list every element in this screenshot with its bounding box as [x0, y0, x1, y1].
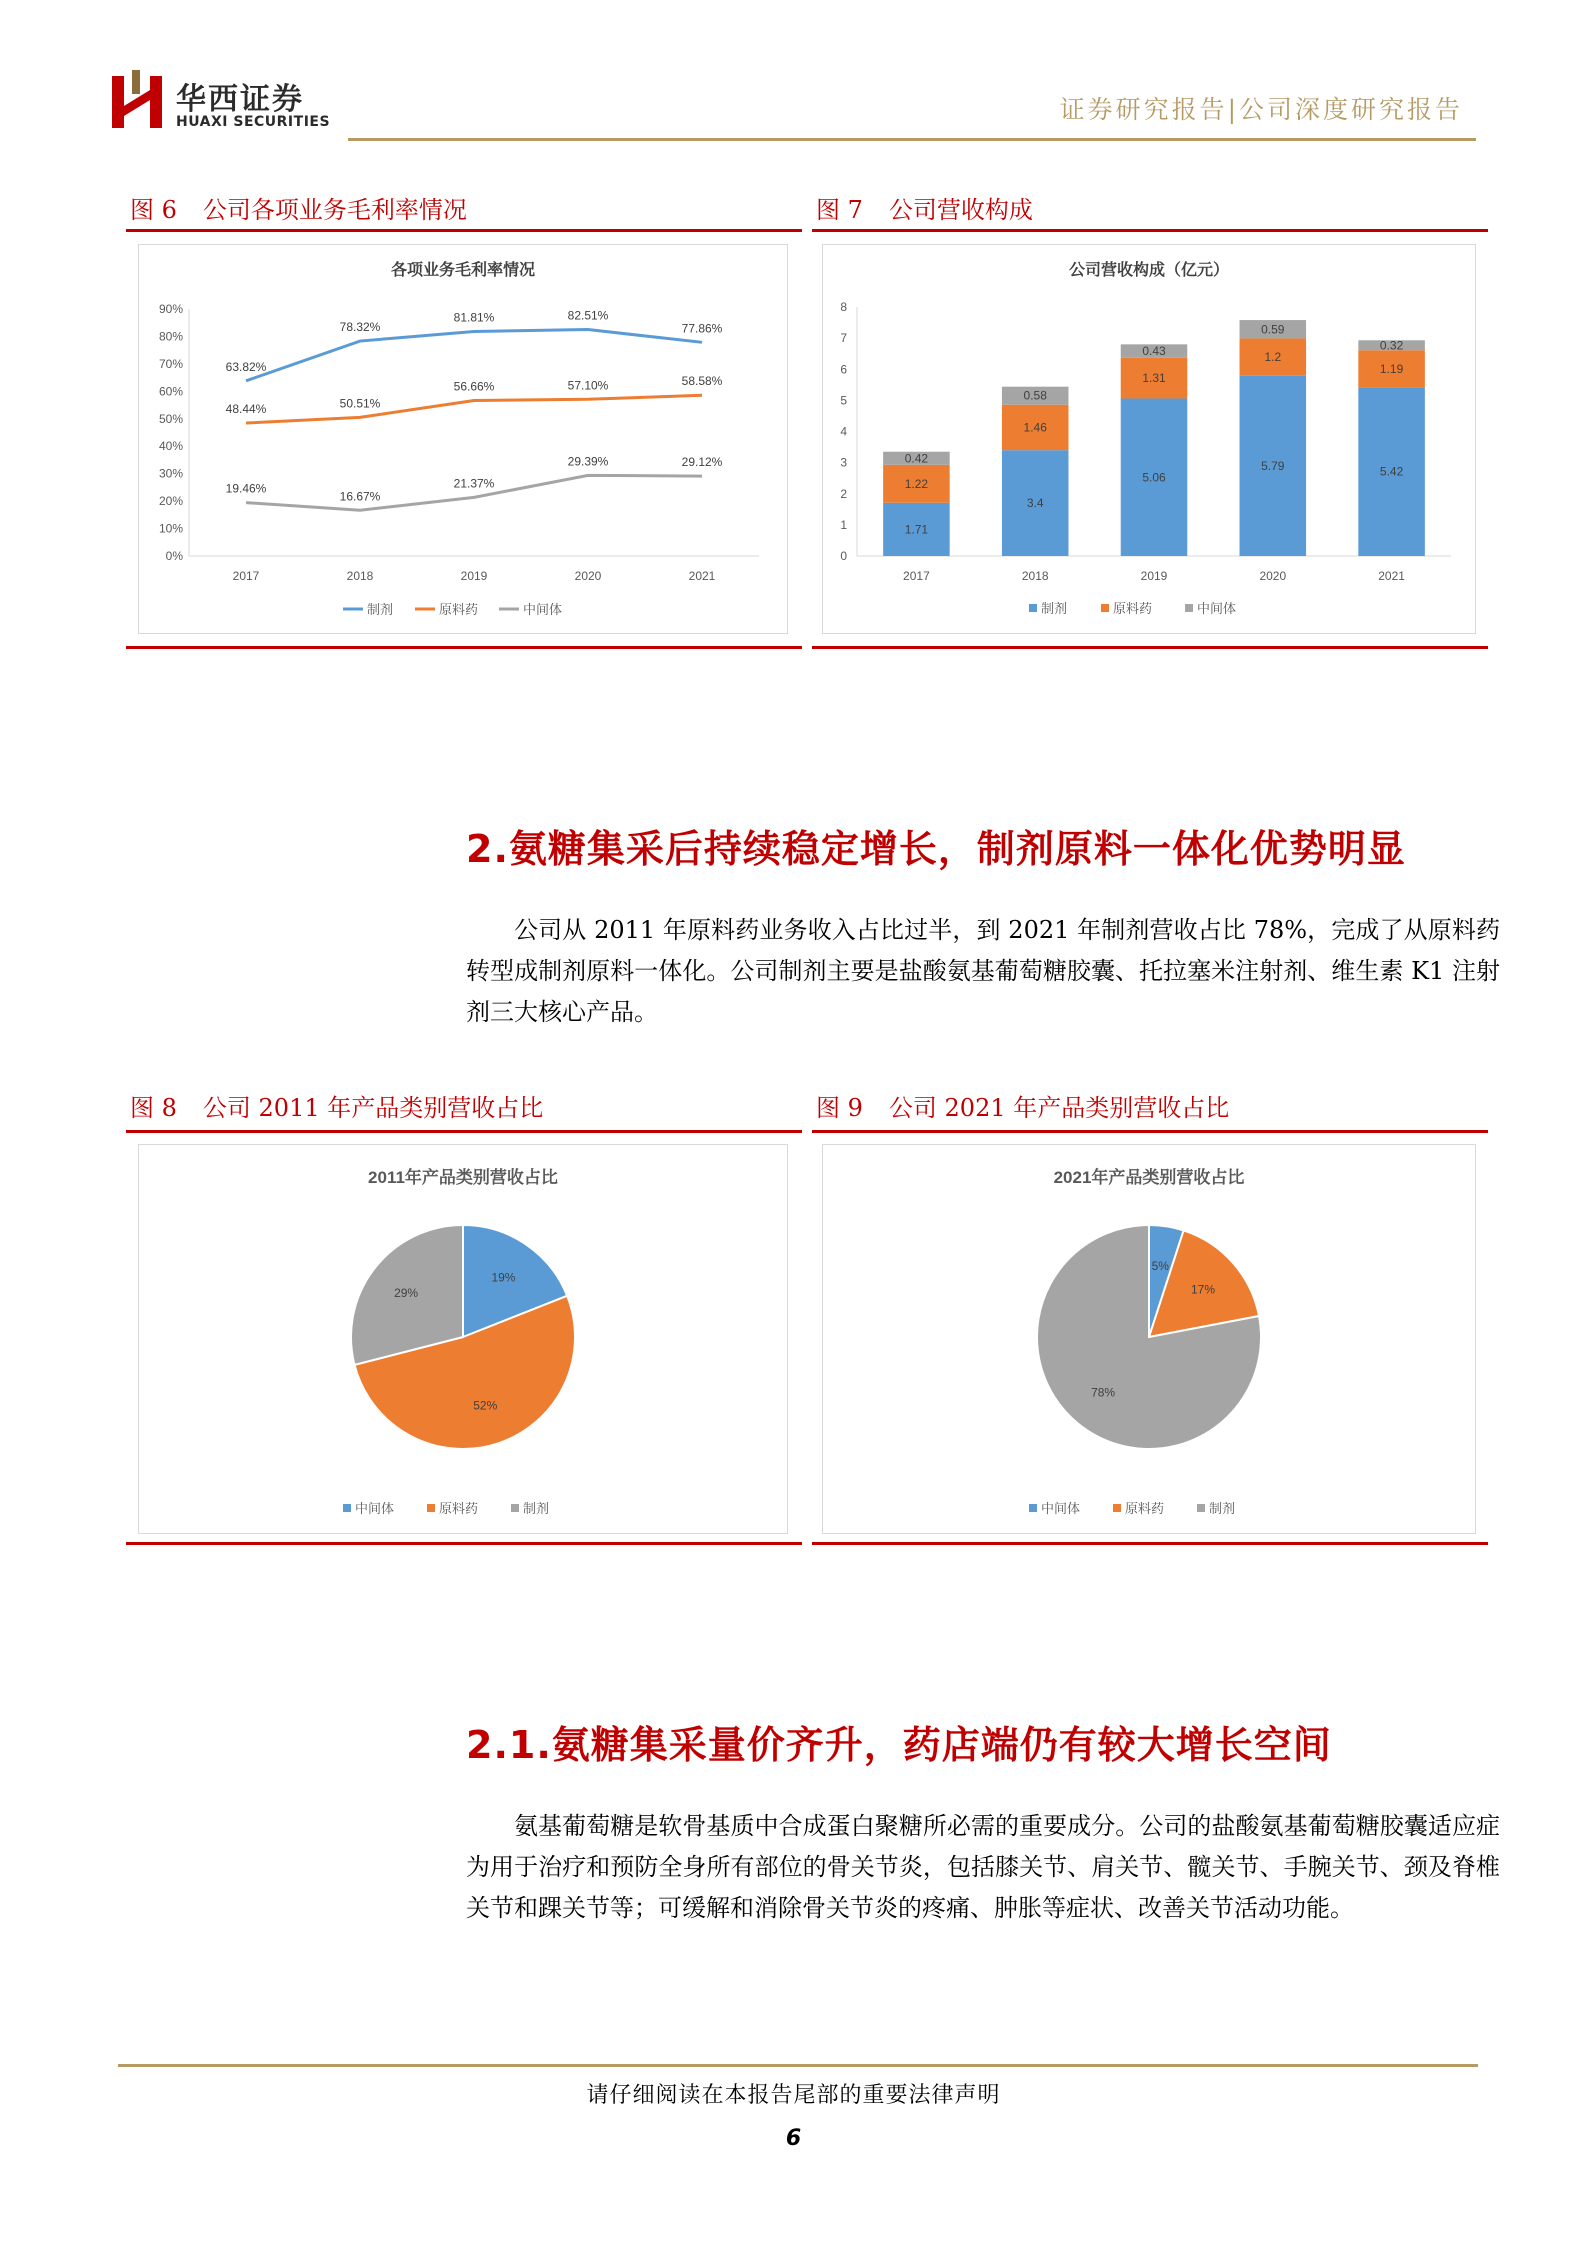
fig7-data-label: 1.31	[1142, 371, 1166, 386]
fig9-bottom-rule	[812, 1542, 1488, 1545]
fig7-x-tick: 2021	[1378, 569, 1405, 583]
fig6-data-label: 81.81%	[453, 310, 495, 325]
legend-swatch-原料药	[427, 1504, 435, 1512]
legend-swatch-制剂	[1197, 1504, 1205, 1512]
fig7-data-label: 1.71	[904, 522, 929, 537]
legend-swatch-中间体	[1185, 604, 1193, 612]
fig7-caption	[816, 190, 1033, 225]
fig8-chart-svg	[139, 1145, 787, 1533]
fig9-top-rule	[812, 1130, 1488, 1133]
legend-label-制剂: 制剂	[367, 602, 394, 617]
fig8-caption-number: 图 8	[130, 1094, 177, 1122]
fig7-data-label: 5.06	[1142, 470, 1166, 485]
fig8-caption	[130, 1088, 543, 1123]
fig7-y-tick: 1	[840, 517, 847, 532]
fig6-y-tick: 30%	[158, 466, 183, 481]
fig7-y-tick: 0	[840, 549, 847, 563]
fig7-y-tick: 5	[840, 393, 847, 408]
fig7-data-label: 0.43	[1142, 344, 1166, 359]
legend-swatch-中间体	[343, 1504, 351, 1512]
fig6-data-label: 48.44%	[225, 402, 267, 417]
section-2-1-heading: 2.1.氨糖集采量价齐升，药店端仍有较大增长空间	[466, 1723, 1332, 1767]
fig7-y-tick: 2	[840, 486, 847, 501]
legend-swatch-制剂	[511, 1504, 519, 1512]
page-number: 6	[785, 2126, 802, 2151]
legend-label-原料药: 原料药	[439, 602, 479, 617]
fig6-data-label: 29.12%	[681, 455, 723, 470]
fig8-caption-text: 公司 2011 年产品类别营收占比	[202, 1094, 544, 1122]
fig6-chart-svg	[139, 245, 787, 633]
fig9-slice-label: 78%	[1091, 1385, 1116, 1400]
logo-chinese-name: 华西证券	[176, 82, 304, 117]
header-divider	[348, 138, 1476, 141]
fig6-x-tick: 2021	[688, 569, 716, 583]
fig7-chart-title: 公司营收构成（亿元）	[1068, 262, 1230, 279]
fig6-data-label: 29.39%	[567, 454, 609, 469]
fig6-bottom-rule	[126, 646, 802, 649]
fig7-data-label: 1.2	[1264, 350, 1282, 365]
legend-swatch-中间体	[1029, 1504, 1037, 1512]
fig7-data-label: 0.32	[1379, 338, 1404, 353]
fig8-bottom-rule	[126, 1542, 802, 1545]
fig7-y-tick: 8	[840, 300, 847, 314]
fig6-data-label: 21.37%	[453, 476, 495, 491]
fig8-top-rule	[126, 1130, 802, 1133]
fig8-chart	[138, 1144, 788, 1534]
fig6-y-tick: 50%	[158, 411, 183, 426]
fig7-x-tick: 2018	[1021, 569, 1049, 583]
fig6-y-tick: 90%	[158, 302, 183, 316]
fig9-slice-label: 5%	[1151, 1258, 1169, 1273]
legend-swatch-原料药	[1101, 604, 1109, 612]
legend-label-中间体: 中间体	[1041, 1501, 1081, 1516]
fig7-caption-number: 图 7	[816, 196, 863, 224]
legend-label-原料药: 原料药	[439, 1501, 479, 1516]
fig7-y-tick: 6	[840, 362, 847, 377]
fig6-y-tick: 70%	[158, 356, 183, 371]
fig6-data-label: 58.58%	[681, 374, 723, 389]
legend-label-制剂: 制剂	[1209, 1501, 1236, 1516]
fig7-y-tick: 7	[840, 331, 847, 346]
fig6-data-label: 50.51%	[339, 396, 381, 411]
fig7-y-tick: 3	[840, 455, 847, 470]
fig6-data-label: 19.46%	[225, 481, 267, 496]
fig6-y-tick: 80%	[158, 329, 183, 344]
fig7-data-label: 5.79	[1261, 458, 1285, 473]
fig7-data-label: 5.42	[1379, 464, 1404, 479]
fig6-x-tick: 2020	[574, 569, 602, 583]
fig6-caption-number: 图 6	[130, 196, 177, 224]
fig9-caption-text: 公司 2021 年产品类别营收占比	[888, 1094, 1230, 1122]
fig6-y-tick: 0%	[165, 549, 183, 563]
fig7-top-rule	[812, 229, 1488, 232]
legend-label-中间体: 中间体	[523, 602, 563, 617]
fig7-x-tick: 2017	[903, 569, 930, 583]
fig6-top-rule	[126, 229, 802, 232]
huaxi-logo-icon	[110, 70, 166, 132]
report-type: 证券研究报告|公司深度研究报告	[1059, 95, 1463, 124]
fig9-caption	[816, 1088, 1229, 1123]
fig7-data-label: 3.4	[1026, 496, 1044, 511]
section-2-heading: 2.氨糖集采后持续稳定增长，制剂原料一体化优势明显	[466, 827, 1406, 871]
fig8-slice-label: 29%	[394, 1285, 419, 1300]
fig7-x-tick: 2019	[1140, 569, 1168, 583]
fig6-y-tick: 60%	[158, 384, 183, 399]
fig7-y-tick: 4	[840, 424, 847, 439]
section-2-1-paragraph: 氨基葡萄糖是软骨基质中合成蛋白聚糖所必需的重要成分。公司的盐酸氨基葡萄糖胶囊适应症为用于治疗和预防全身所有部位的骨关节炎，包括膝关节、肩关节、髋关节、手腕关节、颈及脊椎关节和踝关节等；可缓解和消除骨关节炎的疼痛、肿胀等症状、改善关节活动功能。	[466, 1812, 1500, 1922]
fig7-data-label: 0.42	[904, 451, 929, 466]
fig6-series-line-原料药	[246, 395, 702, 423]
fig7-chart	[822, 244, 1476, 634]
fig6-x-tick: 2018	[346, 569, 374, 583]
fig6-caption-text: 公司各项业务毛利率情况	[202, 196, 467, 224]
legend-label-原料药: 原料药	[1113, 601, 1153, 616]
fig7-data-label: 1.22	[904, 476, 929, 491]
footer-divider	[118, 2064, 1478, 2067]
fig6-data-label: 57.10%	[567, 378, 609, 393]
fig7-bottom-rule	[812, 646, 1488, 649]
fig6-x-tick: 2019	[460, 569, 488, 583]
fig6-data-label: 82.51%	[567, 308, 609, 323]
fig9-slice-label: 17%	[1190, 1282, 1216, 1297]
fig9-caption-number: 图 9	[816, 1094, 863, 1122]
fig6-chart-title: 各项业务毛利率情况	[390, 262, 536, 279]
fig6-data-label: 78.32%	[339, 320, 381, 335]
fig7-x-tick: 2020	[1259, 569, 1287, 583]
footer-legal-note: 请仔细阅读在本报告尾部的重要法律声明	[586, 2083, 1001, 2108]
section-2-paragraph: 公司从 2011 年原料药业务收入占比过半，到 2021 年制剂营收占比 78%，完成了从原料药转型成制剂原料一体化。公司制剂主要是盐酸氨基葡萄糖胶囊、托拉塞米注射剂、维生素 K1 注射剂三大核心产品。	[466, 916, 1500, 1026]
fig7-caption-text: 公司营收构成	[888, 196, 1033, 224]
fig7-data-label: 0.59	[1261, 322, 1285, 337]
legend-label-中间体: 中间体	[355, 1501, 395, 1516]
fig6-data-label: 77.86%	[681, 321, 723, 336]
fig6-y-tick: 40%	[158, 439, 183, 454]
fig6-data-label: 56.66%	[453, 379, 495, 394]
fig6-data-label: 63.82%	[225, 359, 267, 374]
fig7-data-label: 0.58	[1023, 388, 1047, 403]
legend-label-制剂: 制剂	[523, 1501, 550, 1516]
legend-label-制剂: 制剂	[1041, 601, 1068, 616]
legend-label-原料药: 原料药	[1125, 1501, 1165, 1516]
fig6-chart	[138, 244, 788, 634]
fig6-x-tick: 2017	[232, 569, 260, 583]
fig6-data-label: 16.67%	[339, 489, 381, 504]
fig6-caption	[130, 190, 467, 225]
logo-english-name: HUAXI SECURITIES	[176, 114, 331, 130]
legend-swatch-原料药	[1113, 1504, 1121, 1512]
fig9-chart-svg	[823, 1145, 1475, 1533]
fig6-series-line-制剂	[246, 330, 702, 381]
fig7-data-label: 1.19	[1379, 361, 1404, 376]
fig6-y-tick: 20%	[158, 494, 183, 509]
fig6-y-tick: 10%	[158, 521, 183, 536]
legend-swatch-制剂	[1029, 604, 1037, 612]
fig7-data-label: 1.46	[1023, 420, 1047, 435]
legend-label-中间体: 中间体	[1197, 601, 1237, 616]
fig8-chart-title: 2011年产品类别营收占比	[368, 1168, 558, 1187]
fig8-slice-label: 52%	[473, 1398, 498, 1413]
fig9-chart-title: 2021年产品类别营收占比	[1053, 1168, 1245, 1187]
fig7-chart-svg	[823, 245, 1475, 633]
fig8-slice-label: 19%	[491, 1270, 516, 1285]
fig9-chart	[822, 1144, 1476, 1534]
